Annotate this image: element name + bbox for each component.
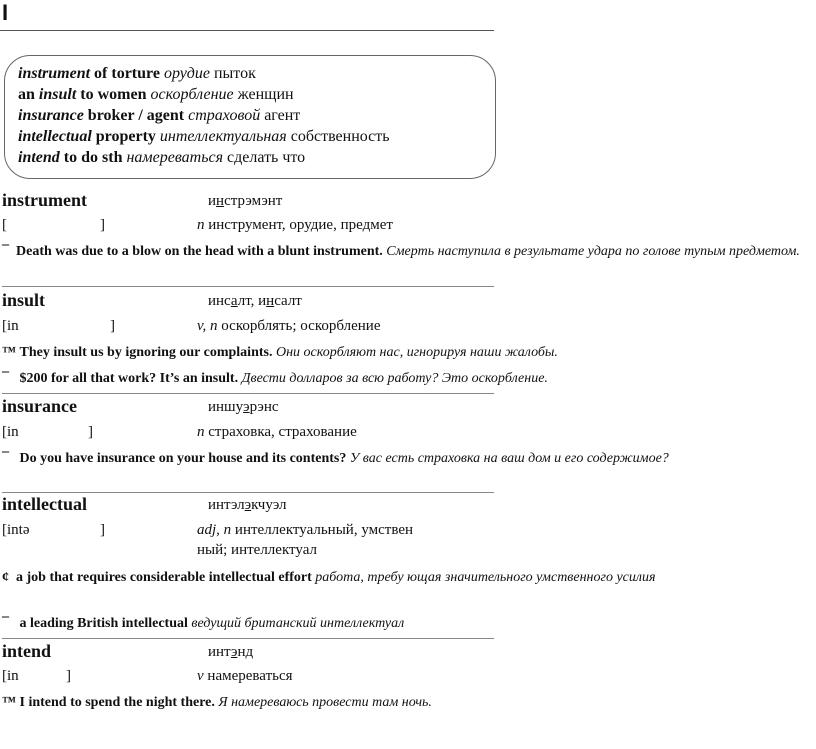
transcription-open: [: [2, 217, 7, 233]
headword: intend: [2, 641, 52, 661]
example: ¯ Do you have insurance on your house and its contents? У вас есть страховка на ваш дом и его содержимое?: [2, 451, 669, 466]
definition: v намереваться: [197, 668, 293, 684]
entry-divider: [2, 492, 494, 493]
entry-divider: [2, 638, 494, 639]
example: ™ I intend to spend the night there. Я намереваюсь провести там ночь.: [2, 695, 432, 710]
pronunciation: иншуэрэнс: [208, 399, 279, 415]
definition: adj, n интеллектуальный, умствен: [197, 522, 414, 538]
headword: insult: [2, 290, 46, 310]
definition-continuation: ный; интеллектуал: [197, 542, 317, 558]
phrase-line: an insult to women оскорбление женщин: [18, 86, 294, 103]
definition: n инструмент, орудие, предмет: [197, 217, 393, 233]
headword: insurance: [2, 396, 78, 416]
entry-divider: [2, 286, 494, 287]
transcription-open: [intə: [2, 522, 30, 538]
section-letter: I: [2, 0, 9, 25]
pronunciation: инстрэмэнт: [208, 193, 283, 209]
example: ¢ a job that requires considerable intellectual effort работа, требу ющая значительного умственного усилия: [2, 570, 656, 585]
phrase-line: insurance broker / agent страховой агент: [18, 107, 301, 124]
headword: instrument: [2, 190, 87, 210]
transcription-open: [in: [2, 668, 19, 684]
pronunciation: интэлэкчуэл: [208, 497, 287, 513]
pronunciation: интэнд: [208, 644, 254, 660]
transcription-close: ]: [66, 668, 71, 684]
example: ¯ $200 for all that work? It’s an insult. Двести долларов за всю работу? Это оскорбление.: [2, 371, 548, 386]
transcription-close: ]: [88, 424, 93, 440]
example: ¯ Death was due to a blow on the head with a blunt instrument. Смерть наступила в результате удара по голове тупым предметом.: [2, 244, 800, 259]
top-rule: [0, 30, 494, 31]
transcription-open: [in: [2, 318, 19, 334]
headword: intellectual: [2, 494, 87, 514]
transcription-close: ]: [100, 217, 105, 233]
definition: n страховка, страхование: [197, 424, 357, 440]
transcription-close: ]: [110, 318, 115, 334]
phrase-line: instrument of torture орудие пыток: [18, 65, 256, 82]
example: ™ They insult us by ignoring our complaints. Они оскорбляют нас, игнорируя наши жалобы.: [2, 345, 558, 360]
transcription-open: [in: [2, 424, 19, 440]
definition: v, n оскорблять; оскорбление: [197, 318, 381, 334]
transcription-close: ]: [100, 522, 105, 538]
pronunciation: инсалт, инсалт: [208, 293, 302, 309]
phrase-line: intend to do sth намереваться сделать что: [18, 149, 306, 166]
phrase-line: intellectual property интеллектуальная собственность: [18, 128, 390, 145]
example: ¯ a leading British intellectual ведущий британский интеллектуал: [2, 616, 405, 631]
entry-divider: [2, 393, 494, 394]
